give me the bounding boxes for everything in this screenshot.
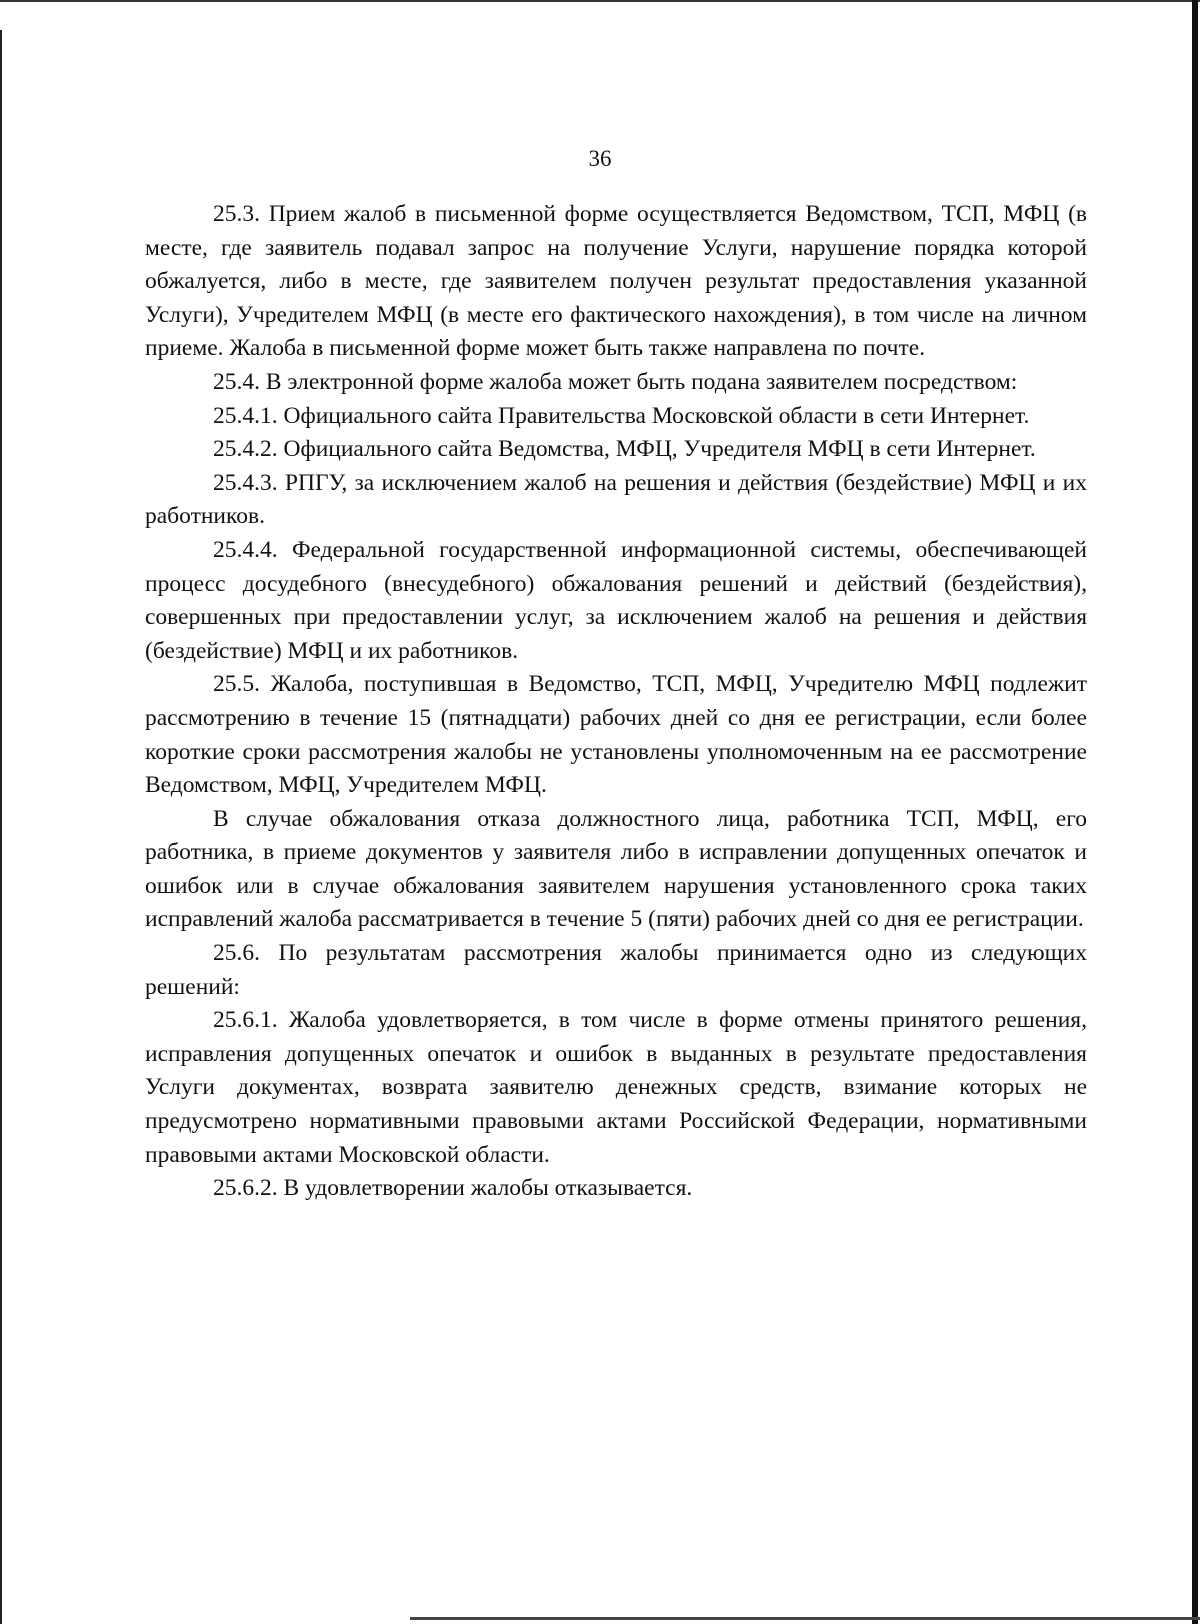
document-body bbox=[145, 198, 1087, 1206]
paragraph-25-4-1: 25.4.1. Официального сайта Правительства Московской области в сети Интернет. bbox=[213, 402, 1030, 429]
page-number: 36 bbox=[588, 146, 612, 171]
paragraph-25-6: 25.6. По результатам рассмотрения жалобы принимается одно из следующих решений: bbox=[145, 940, 1087, 1000]
paragraph-25-3: 25.3. Прием жалоб в письменной форме осуществляется Ведомством, ТСП, МФЦ (в месте, где заявитель подавал запрос на получение Услуги, нарушение порядка которой обжалуется, либо в месте, где заявителем получен результат предоставления указанной Услуги), Учредителем МФЦ (в месте его фактического нахождения), в том числе на личном приеме. Жалоба в письменной форме может быть также направлена по почте. bbox=[145, 201, 1087, 362]
paragraph-25-4-2: 25.4.2. Официального сайта Ведомства, МФЦ, Учредителя МФЦ в сети Интернет. bbox=[213, 436, 1036, 463]
scan-edge-bottom bbox=[410, 1617, 1200, 1620]
paragraph-25-5: 25.5. Жалоба, поступившая в Ведомство, ТСП, МФЦ, Учредителю МФЦ подлежит рассмотрению в течение 15 (пятнадцати) рабочих дней со дня ее регистрации, если более короткие сроки рассмотрения жалобы не установлены уполномоченным на ее рассмотрение Ведомством, МФЦ, Учредителем МФЦ. bbox=[145, 671, 1087, 799]
scan-edge-top bbox=[0, 0, 1200, 2]
paragraph-25-5-refusal: В случае обжалования отказа должностного лица, работника ТСП, МФЦ, его работника, в приеме документов у заявителя либо в исправлении допущенных опечаток и ошибок или в случае обжалования заявителем нарушения установленного срока таких исправлений жалоба рассматривается в течение 5 (пяти) рабочих дней со дня ее регистрации. bbox=[145, 805, 1087, 933]
scan-edge-left bbox=[0, 30, 2, 1624]
paragraph-25-4-4: 25.4.4. Федеральной государственной информационной системы, обеспечивающей процесс досудебного (внесудебного) обжалования решений и действий (бездействия), совершенных при предоставлении услуг, за исключением жалоб на решения и действия (бездействие) МФЦ и их работников. bbox=[145, 536, 1087, 664]
scan-edge-right bbox=[1192, 0, 1198, 1624]
paragraph-25-6-2: 25.6.2. В удовлетворении жалобы отказывается. bbox=[213, 1175, 693, 1202]
paragraph-25-4-3: 25.4.3. РПГУ, за исключением жалоб на решения и действия (бездействие) МФЦ и их работников. bbox=[145, 469, 1087, 530]
paragraph-25-4: 25.4. В электронной форме жалоба может быть подана заявителем посредством: bbox=[213, 368, 1018, 395]
paragraph-25-6-1: 25.6.1. Жалоба удовлетворяется, в том числе в форме отмены принятого решения, исправления допущенных опечаток и ошибок в выданных в результате предоставления Услуги документах, возврата заявителю денежных средств, взимание которых не предусмотрено нормативными правовыми актами Российской Федерации, нормативными правовыми актами Московской области. bbox=[145, 1007, 1087, 1168]
